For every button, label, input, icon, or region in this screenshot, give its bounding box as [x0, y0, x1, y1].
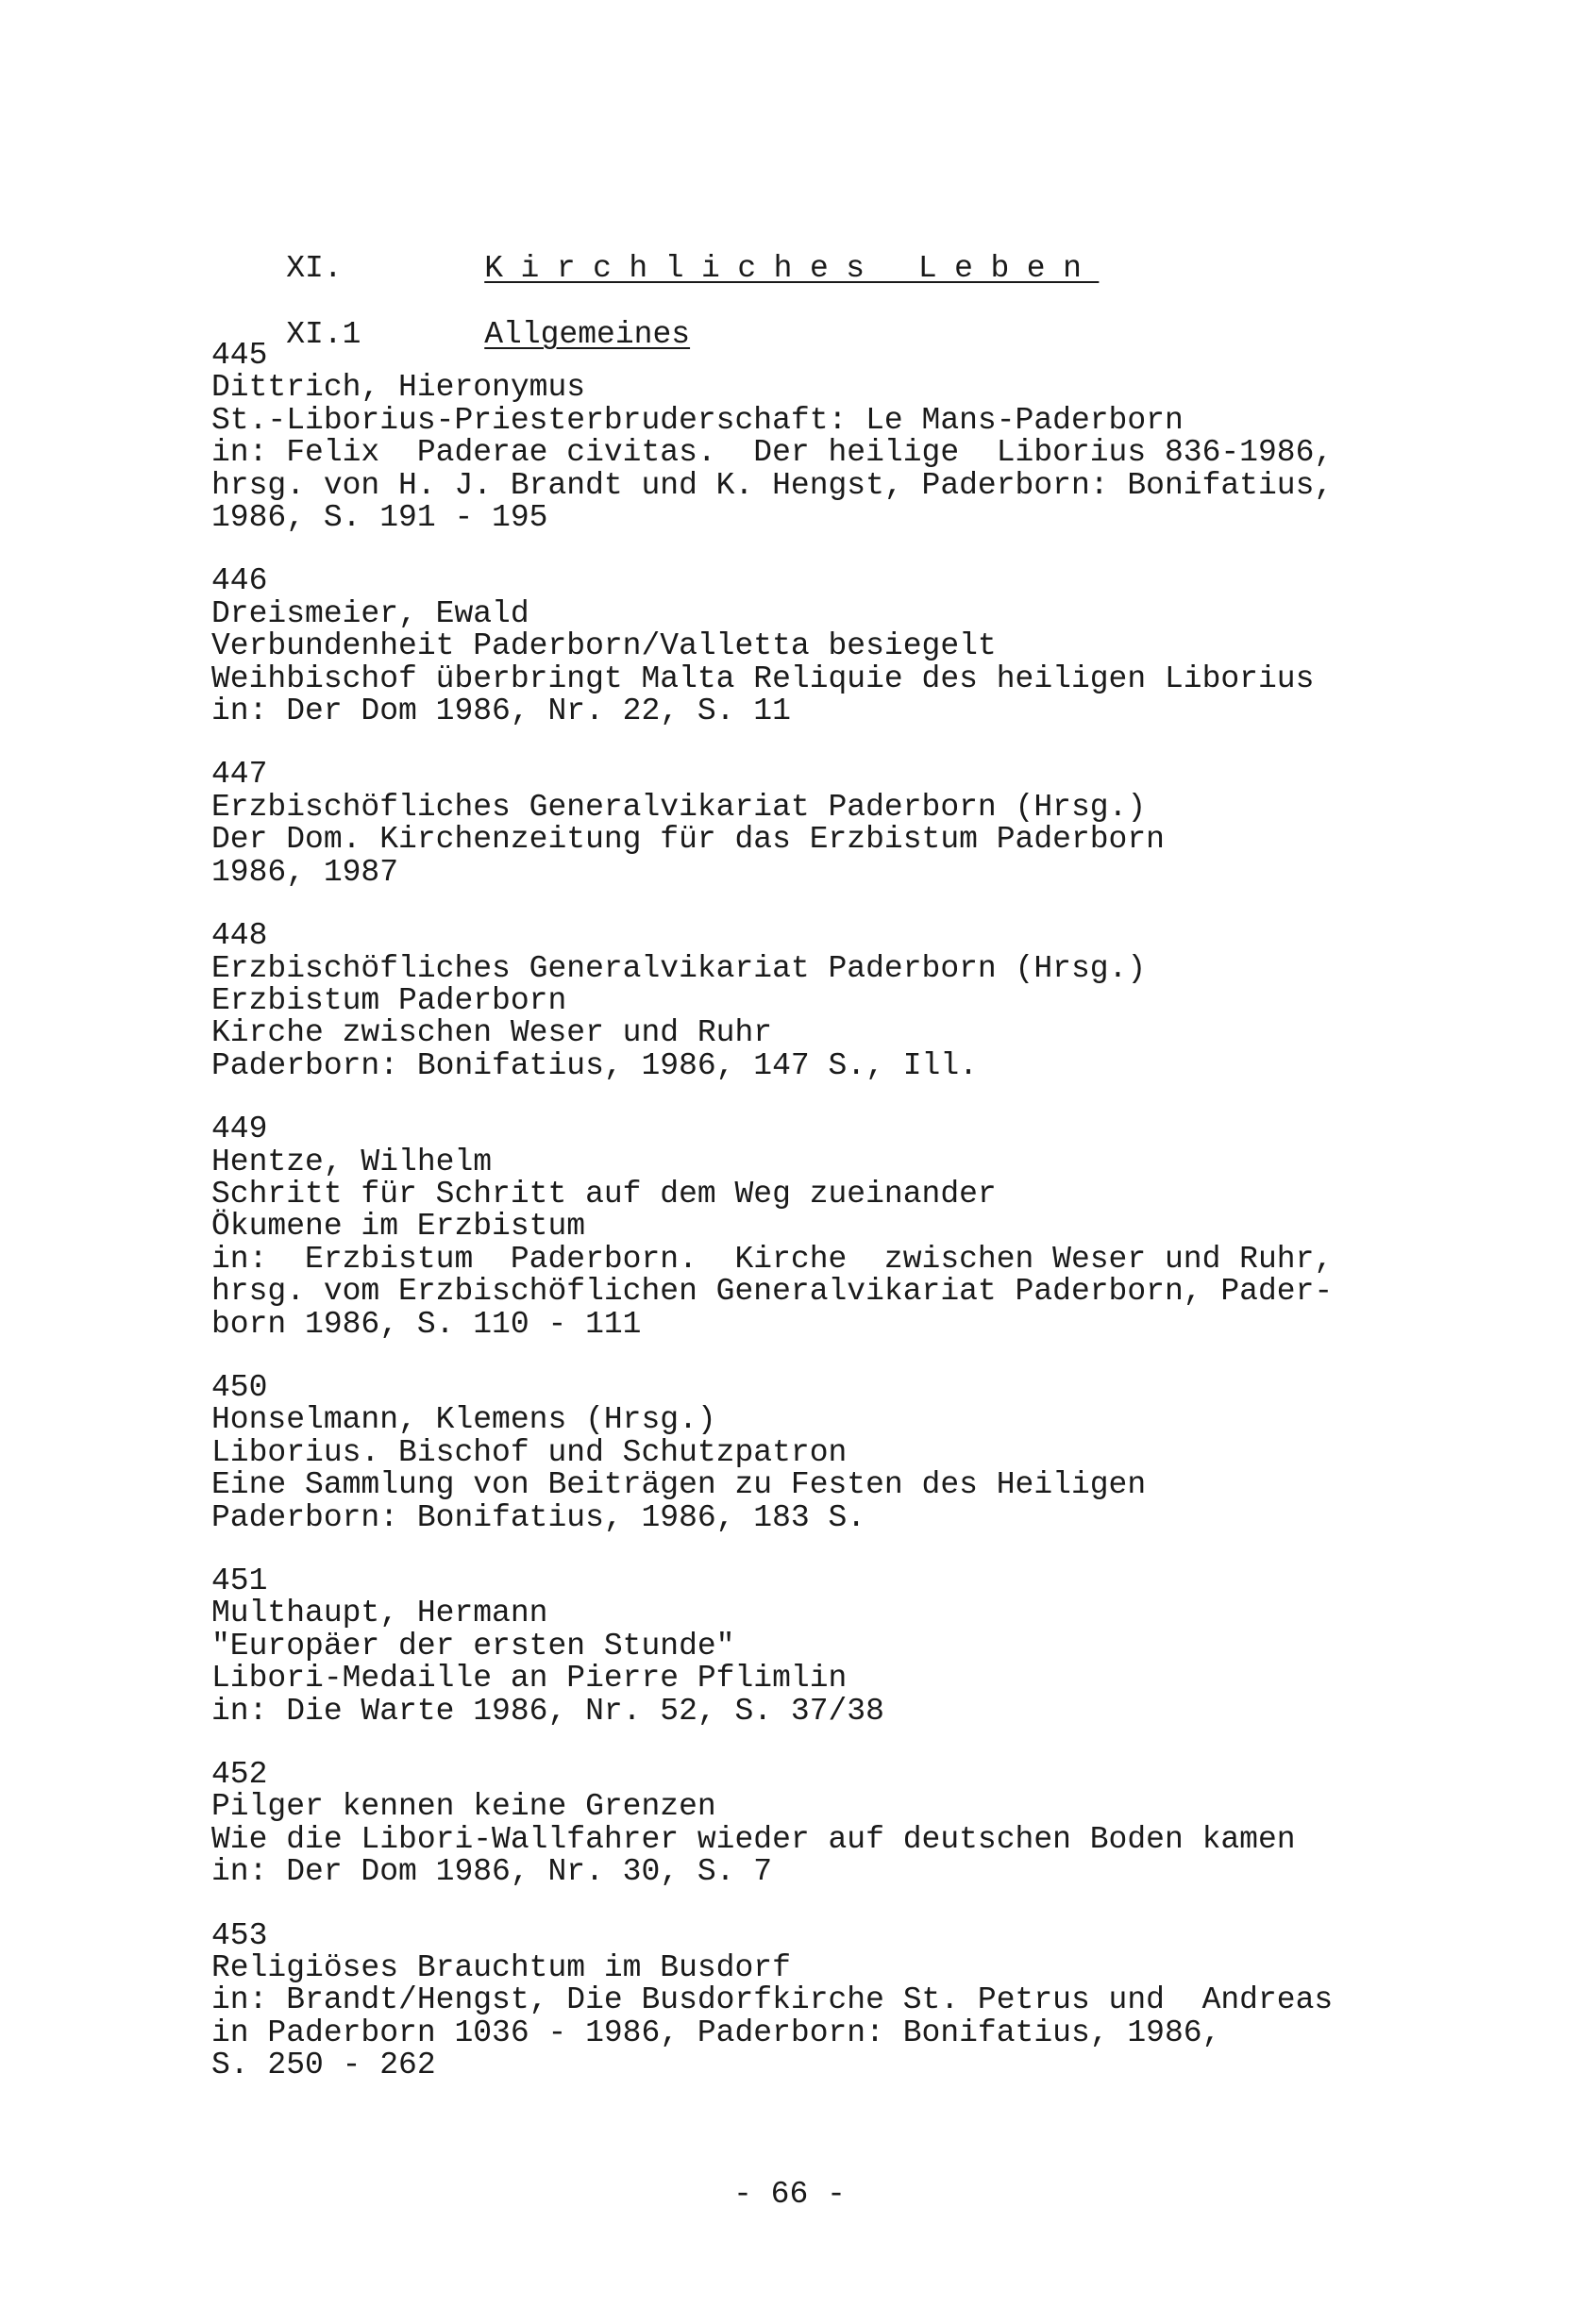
entry-separator [211, 1534, 1401, 1565]
entry-line: St.-Liborius-Priesterbruderschaft: Le Mans-Paderborn [211, 402, 1184, 438]
entry-line: Schritt für Schritt auf dem Weg zueinander [211, 1176, 997, 1212]
entry-line: Paderborn: Bonifatius, 1986, 183 S. [211, 1499, 866, 1535]
bibliography-entry [211, 1917, 1401, 2083]
entry-line: Paderborn: Bonifatius, 1986, 147 S., Ill. [211, 1047, 978, 1083]
entry-number: 448 [211, 918, 268, 954]
entry-line: Multhaupt, Hermann [211, 1596, 548, 1631]
entry-line: in: Erzbistum Paderborn. Kirche zwischen Weser und Ruhr, [211, 1241, 1334, 1277]
entry-line: Ökumene im Erzbistum [211, 1209, 586, 1245]
bibliography-entry [211, 1113, 1401, 1341]
entry-line: Honselmann, Klemens (Hrsg.) [211, 1402, 716, 1438]
entry-line: Wie die Libori-Wallfahrer wieder auf deutschen Boden kamen [211, 1821, 1296, 1857]
entry-separator [211, 534, 1401, 565]
entry-line: in: Der Dom 1986, Nr. 30, S. 7 [211, 1854, 773, 1890]
entry-line: "Europäer der ersten Stunde" [211, 1628, 735, 1664]
entry-number: 449 [211, 1112, 268, 1147]
entry-line: Dreismeier, Ewald [211, 595, 529, 631]
entry-separator [211, 1728, 1401, 1759]
entry-line: hrsg. vom Erzbischöflichen Generalvikariat Paderborn, Pader- [211, 1274, 1334, 1310]
bibliography-entry [211, 759, 1401, 889]
entry-line: Erzbistum Paderborn [211, 982, 567, 1018]
subsection-title: Allgemeines [484, 317, 691, 352]
bibliography-entry [211, 1759, 1401, 1889]
entry-line: in: Brandt/Hengst, Die Busdorfkirche St. Petrus und Andreas [211, 1982, 1334, 2018]
entry-line: Verbundenheit Paderborn/Valletta besiegelt [211, 628, 997, 664]
entry-number: 447 [211, 757, 268, 793]
entry-line: Pilger kennen keine Grenzen [211, 1789, 716, 1825]
entry-line: Dittrich, Hieronymus [211, 370, 586, 406]
section-title: Kirchliches Leben [484, 251, 1100, 286]
entry-number: 452 [211, 1757, 268, 1793]
entry-number: 453 [211, 1917, 268, 1953]
entry-line: in Paderborn 1036 - 1986, Paderborn: Bonifatius, 1986, [211, 2015, 1221, 2050]
entry-separator [211, 727, 1401, 759]
entry-separator [211, 1341, 1401, 1372]
entry-line: Liborius. Bischof und Schutzpatron [211, 1434, 848, 1470]
entry-line: Erzbischöfliches Generalvikariat Paderborn (Hrsg.) [211, 950, 1147, 986]
bibliography-entry [211, 920, 1401, 1082]
entry-number: 450 [211, 1369, 268, 1405]
page-number: - 66 - [733, 2177, 846, 2212]
entry-line: S. 250 - 262 [211, 2048, 436, 2083]
entry-line: Kirche zwischen Weser und Ruhr [211, 1015, 773, 1051]
entry-line: in: Die Warte 1986, Nr. 52, S. 37/38 [211, 1693, 884, 1729]
entry-line: Libori-Medaille an Pierre Pflimlin [211, 1661, 848, 1697]
entry-line: Weihbischof überbringt Malta Reliquie des heiligen Liborius [211, 660, 1315, 696]
entry-line: hrsg. von H. J. Brandt und K. Hengst, Paderborn: Bonifatius, [211, 467, 1334, 503]
entry-line: Eine Sammlung von Beiträgen zu Festen des Heiligen [211, 1467, 1147, 1503]
entry-line: Religiöses Brauchtum im Busdorf [211, 1950, 791, 1986]
subsection-number: XI.1 [286, 317, 361, 352]
entry-line: 1986, 1987 [211, 854, 399, 890]
entry-number: 451 [211, 1563, 268, 1598]
entry-number: 445 [211, 338, 268, 373]
entry-separator [211, 1082, 1401, 1113]
entry-line: in: Felix Paderae civitas. Der heilige Liborius 836-1986, [211, 435, 1334, 471]
bibliography-entry [211, 565, 1401, 727]
entry-line: Erzbischöfliches Generalvikariat Paderborn (Hrsg.) [211, 789, 1147, 825]
bibliography-entry [211, 1369, 1401, 1535]
bibliography-list [211, 340, 1401, 2082]
entry-line: in: Der Dom 1986, Nr. 22, S. 11 [211, 694, 791, 729]
entry-number: 446 [211, 563, 268, 599]
entry-line: Hentze, Wilhelm [211, 1144, 493, 1179]
entry-line: Der Dom. Kirchenzeitung für das Erzbistum Paderborn [211, 822, 1165, 858]
bibliography-entry [211, 1565, 1401, 1728]
bibliography-entry [211, 340, 1401, 534]
entry-separator [211, 1889, 1401, 1920]
section-number: XI. [286, 251, 343, 286]
entry-separator [211, 889, 1401, 920]
entry-line: 1986, S. 191 - 195 [211, 500, 548, 536]
entry-line: born 1986, S. 110 - 111 [211, 1306, 642, 1342]
